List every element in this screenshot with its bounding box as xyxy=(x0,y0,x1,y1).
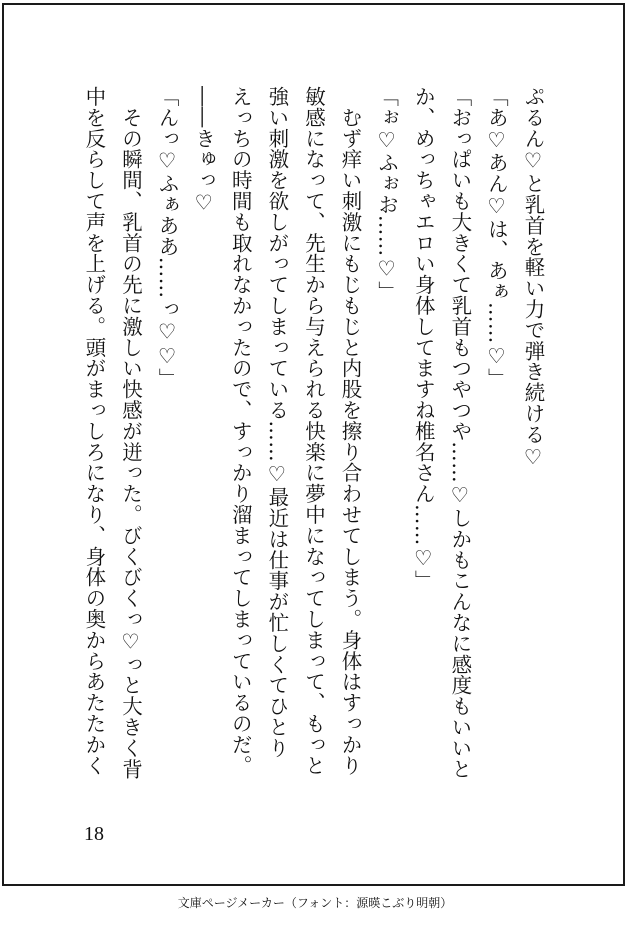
vertical-text-body xyxy=(75,86,551,821)
text-line: 強い刺激を欲しがってしまっている……♡最近は仕事が忙しくてひとり xyxy=(264,86,289,759)
text-line: 「おっぱいも大きくて乳首もつやつや……♡しかもこんなに感度もいいと xyxy=(447,86,472,780)
page-number: 18 xyxy=(84,823,104,845)
text-line: その瞬間、乳首の先に激しい快感が迸った。びくびくっ♡っと大きく背 xyxy=(118,86,143,780)
text-line: か、めっちゃエロい身体してますね椎名さん……♡」 xyxy=(411,86,436,592)
text-line: むず痒い刺激にもじもじと内股を擦り合わせてしまう。身体はすっかり xyxy=(338,86,363,776)
text-line: 「あ♡あん♡は、あぁ……♡」 xyxy=(484,86,509,390)
text-line: えっちの時間も取れなかったので、すっかり溜まってしまっているのだ。 xyxy=(228,86,253,776)
text-line: ――きゅっ♡ xyxy=(191,86,216,215)
text-line: 「ぉ♡ふぉお……♡」 xyxy=(374,86,399,302)
page-frame xyxy=(2,3,625,886)
text-line: 「んっ♡ふぁああ……っ♡♡」 xyxy=(155,86,180,390)
text-line: 中を反らして声を上げる。頭がまっしろになり、身体の奥からあたたかく xyxy=(81,86,106,776)
footer-caption: 文庫ページメーカー（フォント：源暎こぶり明朝） xyxy=(177,896,453,910)
text-line: 敏感になって、先生から与えられる快楽に夢中になってしまって、もっと xyxy=(301,86,326,776)
text-line: ぷるん♡と乳首を軽い力で弾き続ける♡ xyxy=(521,86,545,470)
